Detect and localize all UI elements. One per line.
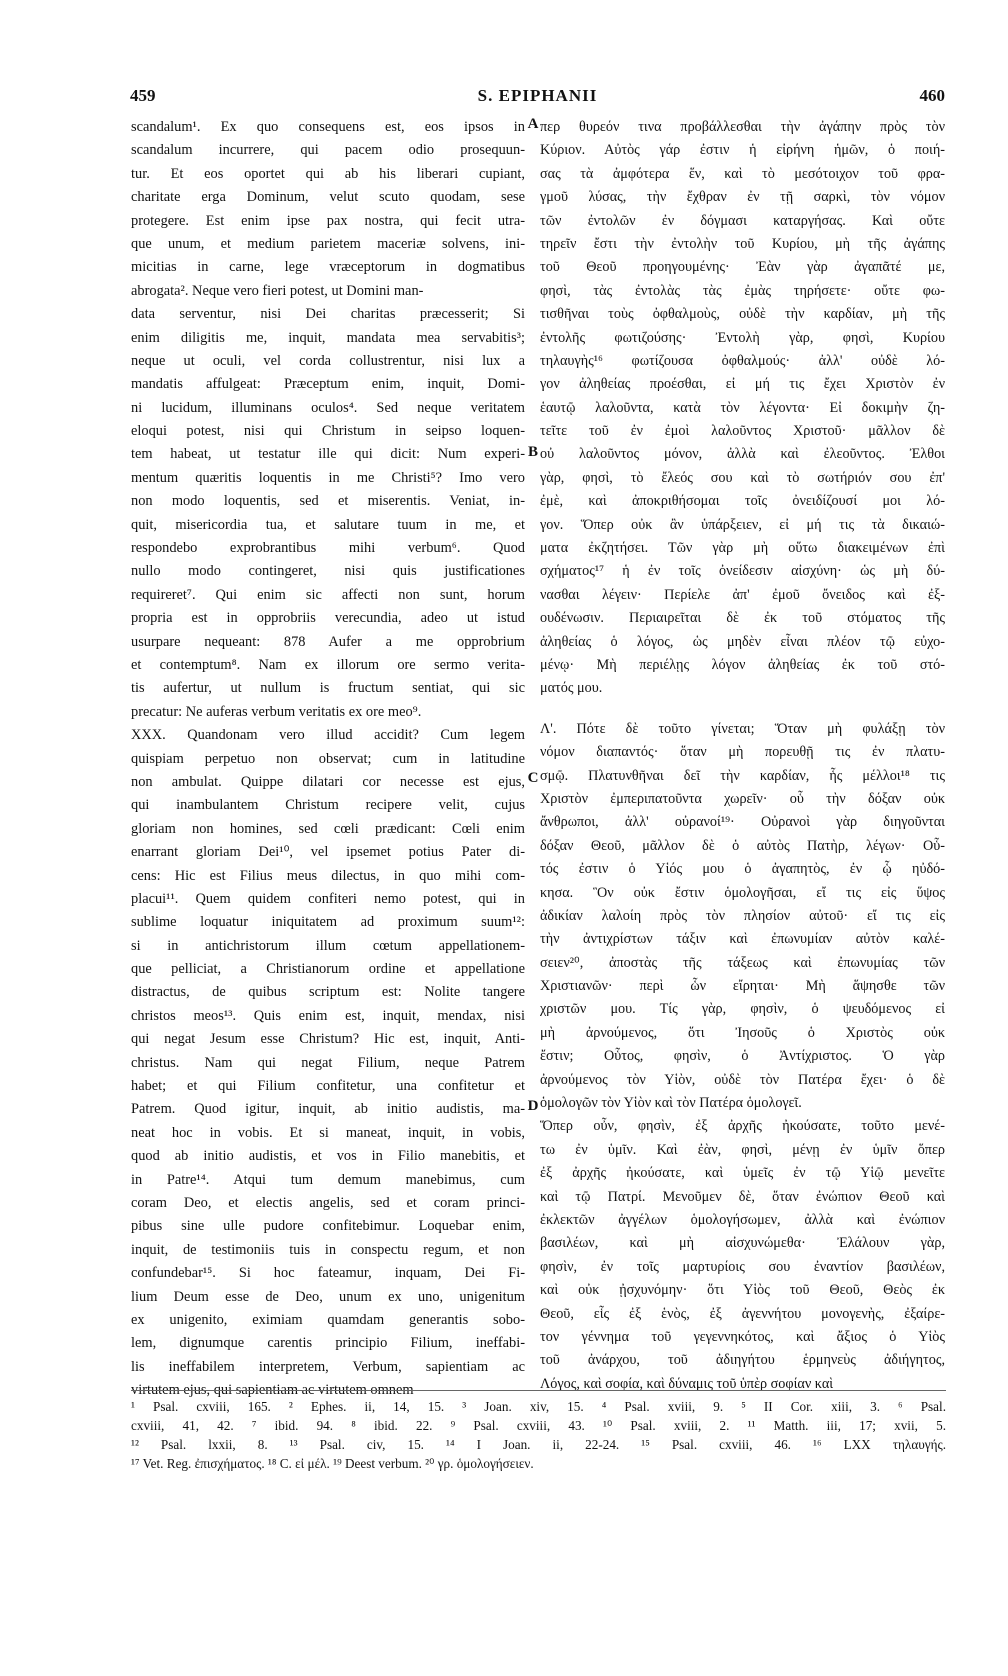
text-line: τοῦ ἀνάρχου, τοῦ ἀδιηγήτου ἑρμηνεὺς ἀδιήγητος,: [540, 1352, 945, 1369]
text-line: ἀρνούμενος τὸν Υἱὸν, οὐδὲ τὸν Πατέρα ἔχει· ὁ δὲ: [540, 1071, 945, 1088]
running-header: [130, 82, 945, 112]
text-line: placui¹¹. Quem quidem confiteri nemo potest, qui in: [131, 890, 525, 907]
text-line: χριστῶν μου. Τίς γὰρ, φησὶν, ὁ ψευδόμενος εἰ: [540, 1001, 945, 1018]
page-number-left: 459: [130, 86, 156, 105]
text-line: γον. Ὅπερ οὐκ ἂν ὑπάρξειεν, εἰ μή τις τὰ δικαιώ-: [540, 516, 945, 533]
text-line: τον γέννημα τοῦ γεγεννηκότος, καὶ ἄξιος ὁ Υἱὸς: [540, 1328, 945, 1345]
text-line: ὁμολογῶν τὸν Υἱὸν καὶ τὸν Πατέρα ὁμολογεῖ.: [540, 1095, 802, 1112]
text-line: virtutem ejus, qui sapientiam ac virtutem omnem: [131, 1382, 414, 1399]
text-line: distractus, de quibus scriptum est: Nolite tangere: [131, 984, 525, 1001]
text-line: ματα ἐκζητήσει. Τῶν γὰρ μὴ οὕτω διακειμένων ἐπὶ: [540, 540, 945, 557]
text-line: γον ἀληθείας προέσθαι, εἰ μή τις ἔχει Χριστὸν ἐν: [540, 376, 945, 393]
text-line: mandatis affulgeat: Præceptum enim, inquit, Domi-: [131, 376, 525, 393]
text-line: κησα. Ὃν οὐκ ἔστιν ὁμολογῆσαι, εἴ τις εἰς ὕψος: [540, 884, 945, 901]
text-line: σειεν²⁰, ἀποστὰς τῆς τάξεως καὶ ἐπωνυμίας τῶν: [540, 954, 945, 971]
text-line: micitias in carne, lege vræceptorum in dogmatibus: [131, 259, 525, 276]
text-line: si in antichristorum illum cœtum appellationem-: [131, 937, 525, 954]
text-line: quod ab initio audistis, et vos in Filio manebitis, et: [131, 1148, 525, 1165]
text-line: γὰρ, φησὶ, τὸ ἔλεός σου καὶ τὸ σωτήριόν σου ἐπ': [540, 469, 945, 486]
text-line: τεῖτε τοῦ ἐν ἐμοὶ λαλοῦντος Χριστοῦ· μᾶλλον δὲ: [540, 423, 945, 440]
text-line: scandalum incurrere, qui pacem odio prosequun-: [131, 142, 525, 159]
text-line: tem habeat, ut testatur ille qui dicit: Num experi-: [131, 446, 525, 463]
text-line: φησὶ, τὰς ἐντολὰς τὰς ἐμὰς τηρήσετε· οὔτε φω-: [540, 282, 945, 299]
text-line: scandalum¹. Ex quo consequens est, eos ipsos in: [131, 119, 525, 135]
text-line: Patrem. Quod igitur, inquit, ab initio audistis, ma-: [131, 1101, 525, 1118]
text-line: neat hoc in vobis. Et si maneat, inquit, in vobis,: [131, 1124, 525, 1141]
text-line: cens: Hic est Filius meus dilectus, in quo mihi com-: [131, 867, 525, 884]
text-line: et contemptum⁸. Nam ex illorum ore sermo verita-: [131, 656, 525, 673]
text-line: ἐκλεκτῶν ἀγγέλων ὁμολογήσωμεν, ἀλλὰ καὶ ἐνώπιον: [540, 1211, 945, 1228]
running-title: S. EPIPHANII: [477, 86, 598, 105]
text-line: usurpare nequeant: 878 Aufer a me opprobrium: [131, 633, 525, 650]
margin-marker-d: D: [527, 1098, 539, 1114]
text-line: sublime loquatur iniquitatem ad proximum suum¹²:: [131, 914, 525, 931]
text-line: ἔστιν; Οὗτος, φησὶν, ὁ Ἀντίχριστος. Ὁ γὰρ: [540, 1048, 945, 1065]
text-line: φησὶν, ἐν τοῖς μαρτυρίοις σου ἐναντίον βασιλέων,: [540, 1258, 945, 1275]
text-line: coram Deo, et electis angelis, sed et coram princi-: [131, 1194, 525, 1211]
text-line: eloqui potest, nisi qui Christum in seipso loquen-: [131, 423, 525, 440]
text-line: precatur: Ne auferas verbum veritatis ex ore meo⁹.: [131, 703, 422, 720]
text-line: δόξαν Θεοῦ, μᾶλλον δὲ ὁ αὐτὸς Πατὴρ, λέγων· Οὗ-: [540, 837, 945, 854]
text-line: τῶν ἐντολῶν ἐν δόγμασι καταργήσας. Καὶ οὔτε: [540, 212, 945, 229]
text-line: data serventur, nisi Dei charitas præcesserit; Si: [131, 306, 525, 323]
text-line: lem, dignumque carentis principio Filium, ineffabi-: [131, 1335, 525, 1352]
footnotes: [131, 1390, 946, 1473]
text-line: ἀδικίαν λαλοίη πρὸς τὸν πλησίον αὐτοῦ· εἴ τις εἰς: [540, 907, 945, 924]
text-line: charitate erga Dominum, velut scuto quodam, sese: [131, 189, 525, 206]
text-line: γμοῦ λύσας, τὴν ἔχθραν ἐν τῇ σαρκὶ, τὸν νόμον: [540, 189, 945, 206]
text-line: propria est in opprobriis verecundia, adeo ut istud: [131, 610, 525, 627]
text-line: ματός μου.: [540, 680, 603, 697]
text-line: non modo loquentis, sed et miserentis. Veniat, in-: [131, 493, 525, 510]
margin-marker-a: A: [527, 116, 539, 132]
text-line: μὴ ἀρνούμενος, ὅτι Ἰησοῦς ὁ Χριστὸς οὐκ: [540, 1024, 945, 1041]
text-line: καὶ τῷ Πατρί. Μενοῦμεν δὲ, ὅταν ἐνώπιον Θεοῦ καὶ: [540, 1188, 945, 1205]
text-line: pibus sine ulle pudore confitebimur. Loquebar enim,: [131, 1218, 525, 1235]
text-line: τοῦ Θεοῦ προηγουμένης· Ἐὰν γὰρ ἀγαπᾶτέ με,: [540, 259, 945, 276]
text-line: mentum quæritis loquentis in me Christi⁵? Imo vero: [131, 469, 525, 486]
text-line: ἀληθείας ὁ λόγος, ὡς μηδὲν εἶναι πλέον τῷ εὐχο-: [540, 633, 945, 650]
text-line: Χριστιανῶν· περὶ ὧν εἴρηται· Μὴ ἅψησθε τῶν: [540, 978, 945, 995]
text-line: ¹² Psal. lxxii, 8. ¹³ Psal. civ, 15. ¹⁴ I Joan. ii, 22-24. ¹⁵ Psal. cxviii, 46. ¹⁶ LXX τηλαυγής.: [131, 1437, 946, 1452]
text-line: ex unigenito, eximiam quamdam generantis sobo-: [131, 1311, 525, 1328]
text-line: Χριστὸν ἐμπεριπατοῦντα χωρεῖν· οὗ τὴν δόξαν οὐκ: [540, 790, 945, 807]
text-line: Ὅπερ οὖν, φησὶν, ἐξ ἀρχῆς ἠκούσατε, τοῦτο μενέ-: [540, 1118, 945, 1135]
text-line: Θεοῦ, εἷς ἐξ ἑνὸς, ἐξ ἀγεννήτου μονογενὴς, ἐξαίρε-: [540, 1305, 945, 1322]
text-line: respondebo exprobrantibus mihi verbum⁶. Quod: [131, 540, 525, 557]
text-line: habet; et qui Filium confitetur, una confitetur et: [131, 1078, 525, 1095]
text-line: περ θυρεόν τινα προβάλλεσθαι τὴν ἀγάπην πρὸς τὸν: [540, 119, 945, 135]
text-line: ἄνθρωποι, ἀλλ' οὐρανοί¹⁹· Οὐρανοὶ γὰρ διηγοῦνται: [540, 814, 945, 831]
text-line: qui inambulantem Christum recipere velit, cujus: [131, 797, 525, 814]
text-line: σμῷ. Πλατυνθῆναι δεῖ τὴν καρδίαν, ἧς μέλλοι¹⁸ τις: [540, 767, 945, 784]
text-line: tur. Et eos oportet qui ab his liberari cupiant,: [131, 165, 525, 182]
text-line: inquit, de testimoniis tuis in conspectu regum, et non: [131, 1241, 525, 1258]
text-line: ἐμὲ, καὶ ἀποκριθήσομαι τοῖς ὀνειδίζουσί μοι λό-: [540, 493, 945, 510]
text-line: tis aufertur, ut nullum is fructum sentiat, qui sic: [131, 680, 525, 697]
text-line: τηρεῖν ἔστι τὴν ἐντολὴν τοῦ Κυρίου, μὴ τῆς ἀγάπης: [540, 235, 945, 252]
margin-marker-b: B: [527, 444, 538, 460]
text-line: ουδένωσιν. Περιαιρεῖται δὲ ἐκ τοῦ στόματος τῆς: [540, 610, 945, 627]
text-line: νασθαι λέγειν· Περίελε ἀπ' ἐμοῦ ὄνειδος καὶ ἐξ-: [540, 586, 945, 603]
text-line: ni lucidum, illuminans oculos⁴. Sed neque veritatem: [131, 399, 525, 416]
text-line: μένῳ· Μὴ περιέλῃς λόγον ἀληθείας ἐκ τοῦ στό-: [540, 656, 945, 673]
text-line: lis ineffabilem interpretem, Verbum, sapientiam ac: [131, 1358, 525, 1375]
text-line: σχήματος¹⁷ ἡ ἐν τοῖς ὀνείδεσιν αἰσχύνη· ὡς μὴ δύ-: [540, 563, 945, 580]
text-line: quit, misericordia tua, et salutare tuum in me, et: [131, 516, 525, 533]
text-line: ἐντολῆς φωτιζούσης· Ἐντολὴ γὰρ, φησὶ, Κυρίου: [540, 329, 945, 346]
text-line: protegere. Est enim ipse pax nostra, qui fecit utra-: [131, 212, 525, 229]
text-line: christus. Nam qui negat Filium, neque Patrem: [131, 1054, 525, 1071]
text-line: lium Deum esse de Deo, unum ex uno, unigenitum: [131, 1288, 525, 1305]
text-line: enarrant gloriam Dei¹⁰, vel ipsemet potius Pater di-: [131, 844, 525, 861]
text-line: confundebar¹⁵. Si hoc fateamur, inquam, Dei Fi-: [131, 1265, 525, 1282]
text-line: ἑαυτῷ λαλοῦντα, κατὰ τὸν λέγοντα· Εἰ δοκιμὴν ζη-: [540, 399, 945, 416]
text-line: καὶ οὐκ ᾐσχυνόμην· ὅτι Υἱὸς τοῦ Θεοῦ, Θεὸς ἐκ: [540, 1282, 945, 1299]
text-line: que pelliciat, a Christianorum ordine et appellatione: [131, 961, 525, 978]
text-line: τισθῆναι τοὺς ὀφθαλμοὺς, οὐδὲ τὴν καρδίαν, μὴ τῆς: [540, 306, 945, 323]
text-line: Κύριον. Αὐτὸς γάρ ἐστιν ἡ εἰρήνη ἡμῶν, ὁ ποιή-: [540, 142, 945, 159]
text-line: christos meos¹³. Quis enim est, inquit, mendax, nisi: [131, 1007, 525, 1024]
text-line: non ambulat. Quippe dilatari cor necesse est ejus,: [131, 773, 525, 790]
text-line: quispiam perpetuo non observat; cum in latitudine: [131, 750, 525, 767]
text-line: τηλαυγὴς¹⁶ φωτίζουσα ὀφθαλμούς· ἀλλ' οὐδὲ λό-: [540, 352, 945, 369]
text-line: ¹⁷ Vet. Reg. ἐπισχήματος. ¹⁸ C. εἰ μέλ. ¹⁹ Deest verbum. ²⁰ γρ. ὁμολογήσειεν.: [131, 1456, 534, 1471]
text-line: qui negat Jesum esse Christum? Hic est, inquit, Anti-: [131, 1031, 525, 1048]
text-line: ἐξ ἀρχῆς ἠκούσατε, καὶ ὑμεῖς ἐν τῷ Υἱῷ μενεῖτε: [540, 1165, 945, 1182]
text-line: ¹ Psal. cxviii, 165. ² Ephes. ii, 14, 15. ³ Joan. xiv, 15. ⁴ Psal. xviii, 9. ⁵ II Cor. xiii, 3. ⁶ Psal.: [131, 1399, 946, 1414]
text-line: cxviii, 41, 42. ⁷ ibid. 94. ⁸ ibid. 22. ⁹ Psal. cxviii, 43. ¹⁰ Psal. xviii, 2. ¹¹ Matth. iii, 17; xvii, 5.: [131, 1418, 946, 1433]
text-line: σας τὰ ἀμφότερα ἕν, καὶ τὸ μεσότοιχον τοῦ φρα-: [540, 165, 945, 182]
text-line: XXX. Quandonam vero illud accidit? Cum legem: [131, 727, 525, 744]
section-gap: [540, 701, 945, 718]
text-line: enim diligitis me, inquit, mandata mea servabitis³;: [131, 329, 525, 346]
page-number-right: 460: [919, 86, 945, 105]
text-line: τὴν ἀντιχρίστων τάξιν καὶ ἐπωνυμίαν αὐτὸν καλέ-: [540, 931, 945, 948]
text-line: in Patre¹⁴. Atqui tum demum manebimus, cum: [131, 1171, 525, 1188]
text-line: νόμον διαπαντός· ὅταν μὴ πορευθῇ τις ἐν πλατυ-: [540, 744, 945, 761]
text-line: abrogata². Neque vero fieri potest, ut Domini man-: [131, 282, 424, 299]
text-line: βασιλέων, καὶ μὴ αἰσχυνώμεθα· Ἐλάλουν γὰρ,: [540, 1235, 945, 1252]
text-line: Λ'. Πότε δὲ τοῦτο γίνεται; Ὅταν μὴ φυλάξῃ τὸν: [540, 720, 945, 737]
text-line: gloriam non homines, sed cœli prædicant: Cœli enim: [131, 820, 525, 837]
text-line: οὐ λαλοῦντος μόνον, ἀλλὰ καὶ ἐλεοῦντος. Ἐλθοι: [540, 446, 945, 463]
text-line: requireret⁷. Qui enim sic affecti non sunt, horum: [131, 586, 525, 603]
margin-marker-c: C: [527, 770, 539, 786]
text-line: τω ἐν ὑμῖν. Καὶ ἐὰν, φησὶ, μένῃ ἐν ὑμῖν ὅπερ: [540, 1141, 945, 1158]
text-line: τός ἐστιν ὁ Υἱός μου ὁ ἀγαπητὸς, ἐν ᾧ ηὐδό-: [540, 861, 945, 878]
text-line: que unum, et medium parietem maceriæ solvens, ini-: [131, 235, 525, 252]
text-line: Λόγος, καὶ σοφία, καὶ δύναμις τοῦ ὑπὲρ σοφίαν καὶ: [540, 1375, 834, 1392]
text-line: nullo modo contingeret, nisi quis justificationes: [131, 563, 525, 580]
text-line: neque ut oculi, vel corda collustrentur, nisi lux a: [131, 352, 525, 369]
